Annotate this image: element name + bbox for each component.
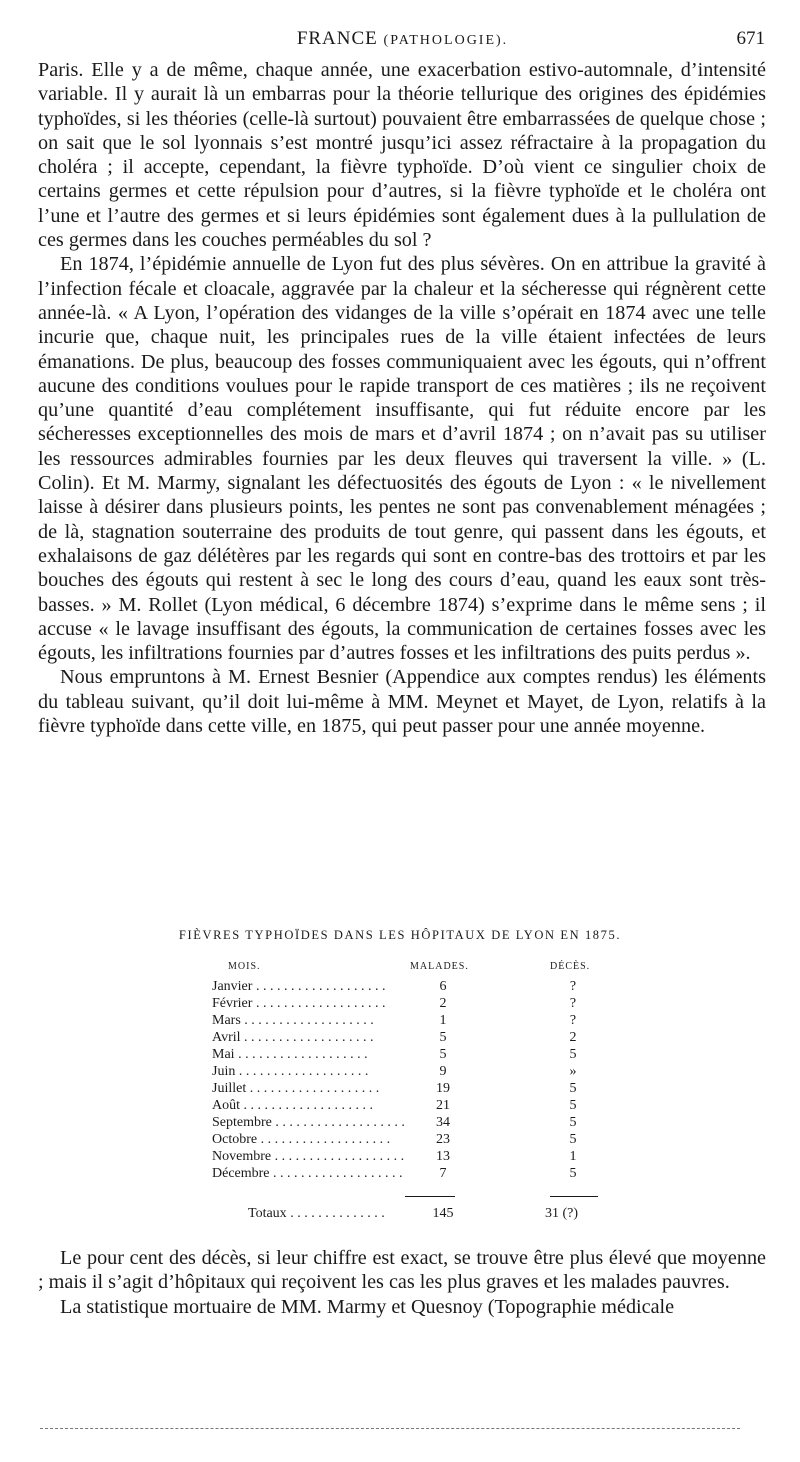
deaths-cell: 2 — [569, 1030, 577, 1045]
paragraph: Le pour cent des décès, si leur chiffre est exact, se trouve être plus élevé que moyenne ; mais il s’agit d’hôpitaux qui reçoivent les cas les plus graves et les malades pauvres. — [38, 1247, 766, 1294]
table-row — [210, 1046, 610, 1063]
table-row — [210, 1165, 610, 1182]
sick-cell: 9 — [439, 1064, 447, 1079]
sick-cell: 23 — [436, 1132, 450, 1147]
dot-leader: . . . . . . . . . . . . . . . . . . . — [252, 979, 386, 994]
totals-deaths: 31 (?) — [545, 1206, 579, 1221]
sick-cell: 21 — [436, 1098, 450, 1113]
month-cell: Décembre — [212, 1166, 270, 1181]
month-cell: Janvier — [212, 979, 253, 994]
table-row — [210, 978, 610, 995]
paragraph: Paris. Elle y a de même, chaque année, une exacerbation estivo-automnale, d’intensité variable. Il y aurait là un embarras pour la théorie tellurique des origines des épidémies typhoïdes, si les théories (celle-là surtout) pouvaient être embarrassées de quelque chose ; on sait que le sol lyonnais s’est montré jusqu’ici assez réfractaire à la propagation du choléra ; il accepte, cependant, la fièvre typhoïde. D’où vient ce singulier choix de certains germes et cette répulsion pour d’autres, si la fièvre typhoïde et le choléra ont l’une et l’autre des germes et si leurs épidémies sont également dues à la pullulation de ces germes dans les couches perméables du sol ? — [38, 59, 766, 252]
running-header — [40, 28, 765, 58]
footer-rule — [40, 1428, 740, 1429]
deaths-cell: » — [569, 1064, 577, 1079]
month-cell: Novembre — [212, 1149, 272, 1164]
deaths-cell: 5 — [569, 1166, 577, 1181]
totals-sick: 145 — [432, 1206, 454, 1221]
column-header-sick: MALADES. — [410, 961, 469, 972]
dot-leader: . . . . . . . . . . . . . . . . . . . — [252, 996, 386, 1011]
sick-cell: 13 — [436, 1149, 450, 1164]
column-header-month: MOIS. — [228, 961, 261, 972]
sum-rule-deaths — [550, 1196, 598, 1197]
dot-leader: . . . . . . . . . . . . . . . . . . . — [235, 1064, 369, 1079]
month-cell: Septembre — [212, 1115, 272, 1130]
sick-cell: 5 — [439, 1030, 447, 1045]
dot-leader: . . . . . . . . . . . . . . . . . . . — [269, 1166, 403, 1181]
dot-leader: . . . . . . . . . . . . . . . . . . . — [271, 1115, 405, 1130]
table-row — [210, 1029, 610, 1046]
totals-label: Totaux — [248, 1206, 287, 1221]
deaths-cell: 1 — [569, 1149, 577, 1164]
body-text-bottom — [38, 1246, 766, 1319]
sick-cell: 5 — [439, 1047, 447, 1062]
dot-leader: . . . . . . . . . . . . . . . . . . . — [240, 1098, 373, 1113]
sick-cell: 7 — [439, 1166, 447, 1181]
sick-cell: 6 — [439, 979, 447, 994]
paragraph: La statistique mortuaire de MM. Marmy et Quesnoy (Topographie médicale — [60, 1295, 675, 1318]
dot-leader: . . . . . . . . . . . . . . . . . . . — [246, 1081, 380, 1096]
deaths-cell: ? — [569, 1013, 577, 1028]
table-row — [210, 1131, 610, 1148]
table-title: FIÈVRES TYPHOÏDES DANS LES HÔPITAUX DE LYON EN 1875. — [178, 928, 622, 942]
totals-row — [210, 1205, 610, 1222]
header-title: FRANCE — [296, 28, 378, 49]
table-row — [210, 995, 610, 1012]
table-row — [210, 1012, 610, 1029]
dot-leader: . . . . . . . . . . . . . . . . . . . — [240, 1030, 374, 1045]
deaths-cell: 5 — [569, 1081, 577, 1096]
sum-rule-sick — [405, 1196, 455, 1197]
table-row — [210, 1148, 610, 1165]
table-row — [210, 1063, 610, 1080]
deaths-cell: ? — [569, 979, 577, 994]
dot-leader: . . . . . . . . . . . . . . . . . . . — [240, 1013, 374, 1028]
paragraph: Nous empruntons à M. Ernest Besnier (Appendice aux comptes rendus) les éléments du tableau suivant, qu’il doit lui-même à MM. Meynet et Mayet, de Lyon, relatifs à la fièvre typhoïde dans cette ville, en 1875, qui peut passer pour une année moyenne. — [38, 666, 766, 738]
month-cell: Juin — [212, 1064, 236, 1079]
deaths-cell: 5 — [569, 1047, 577, 1062]
deaths-cell: 5 — [569, 1098, 577, 1113]
month-cell: Février — [212, 996, 253, 1011]
sick-cell: 2 — [439, 996, 447, 1011]
month-cell: Octobre — [212, 1132, 258, 1147]
deaths-cell: ? — [569, 996, 577, 1011]
header-subtitle: (PATHOLOGIE). — [383, 33, 509, 48]
deaths-cell: 5 — [569, 1132, 577, 1147]
month-cell: Juillet — [212, 1081, 247, 1096]
table-header — [210, 961, 610, 978]
dot-leader: . . . . . . . . . . . . . . . . . . . — [234, 1047, 368, 1062]
month-cell: Mars — [212, 1013, 241, 1028]
deaths-cell: 5 — [569, 1115, 577, 1130]
dot-leader: . . . . . . . . . . . . . . . . . . . — [271, 1149, 405, 1164]
sick-cell: 19 — [436, 1081, 450, 1096]
table-row — [210, 1097, 610, 1114]
table-row — [210, 1114, 610, 1131]
month-cell: Août — [212, 1098, 240, 1113]
sick-cell: 34 — [436, 1115, 450, 1130]
dot-leader: . . . . . . . . . . . . . . . . . . . — [257, 1132, 391, 1147]
page-number: 671 — [736, 28, 765, 49]
table-row — [210, 1080, 610, 1097]
sick-cell: 1 — [439, 1013, 447, 1028]
month-cell: Avril — [212, 1030, 241, 1045]
running-title — [40, 28, 765, 50]
column-header-deaths: DÉCÈS. — [550, 961, 591, 972]
month-cell: Mai — [212, 1047, 235, 1062]
dot-leader: . . . . . . . . . . . . . . — [286, 1206, 385, 1221]
paragraph: En 1874, l’épidémie annuelle de Lyon fut des plus sévères. On en attribue la gravité à l’infection fécale et cloacale, aggravée par la chaleur et la sécheresse qui régnèrent cette année-là. « A Lyon, l’opération des vidanges de la ville s’opérait en 1874 avec une telle incurie que, chaque nuit, les principales rues de la ville étaient infectées de leurs émanations. De plus, beaucoup des fosses communiquaient avec les égouts, qui n’offrent aucune des conditions voulues pour le rapide transport de ces matières ; ils ne reçoivent qu’une quantité d’eau complétement insuffisante, qui fut réduite encore par les sécheresses exceptionnelles des mois de mars et d’avril 1874 ; on n’avait pas su utiliser les ressources admirables fournies par les deux fleuves qui traversent la ville. » (L. Colin). Et M. Marmy, signalant les défectuosités des égouts de Lyon : « le nivellement laisse à désirer dans plusieurs points, les pentes ne sont pas convenablement ménagées ; de là, stagnation souterraine des produits de tout genre, qui passent dans les égouts, et exhalaisons de gaz délétères par les regards qui sont en contre-bas des trottoirs et par les bouches des égouts qui restent à sec le long des cours d’eau, quand les eaux sont très-basses. » M. Rollet (Lyon médical, 6 décembre 1874) s’exprime dans le même sens ; il accuse « le lavage insuffisant des égouts, la communication de certaines fosses avec les égouts, les infiltrations fournies par d’autres fosses et les infiltrations des puits perdus ». — [38, 253, 766, 665]
body-text-top — [38, 58, 766, 738]
